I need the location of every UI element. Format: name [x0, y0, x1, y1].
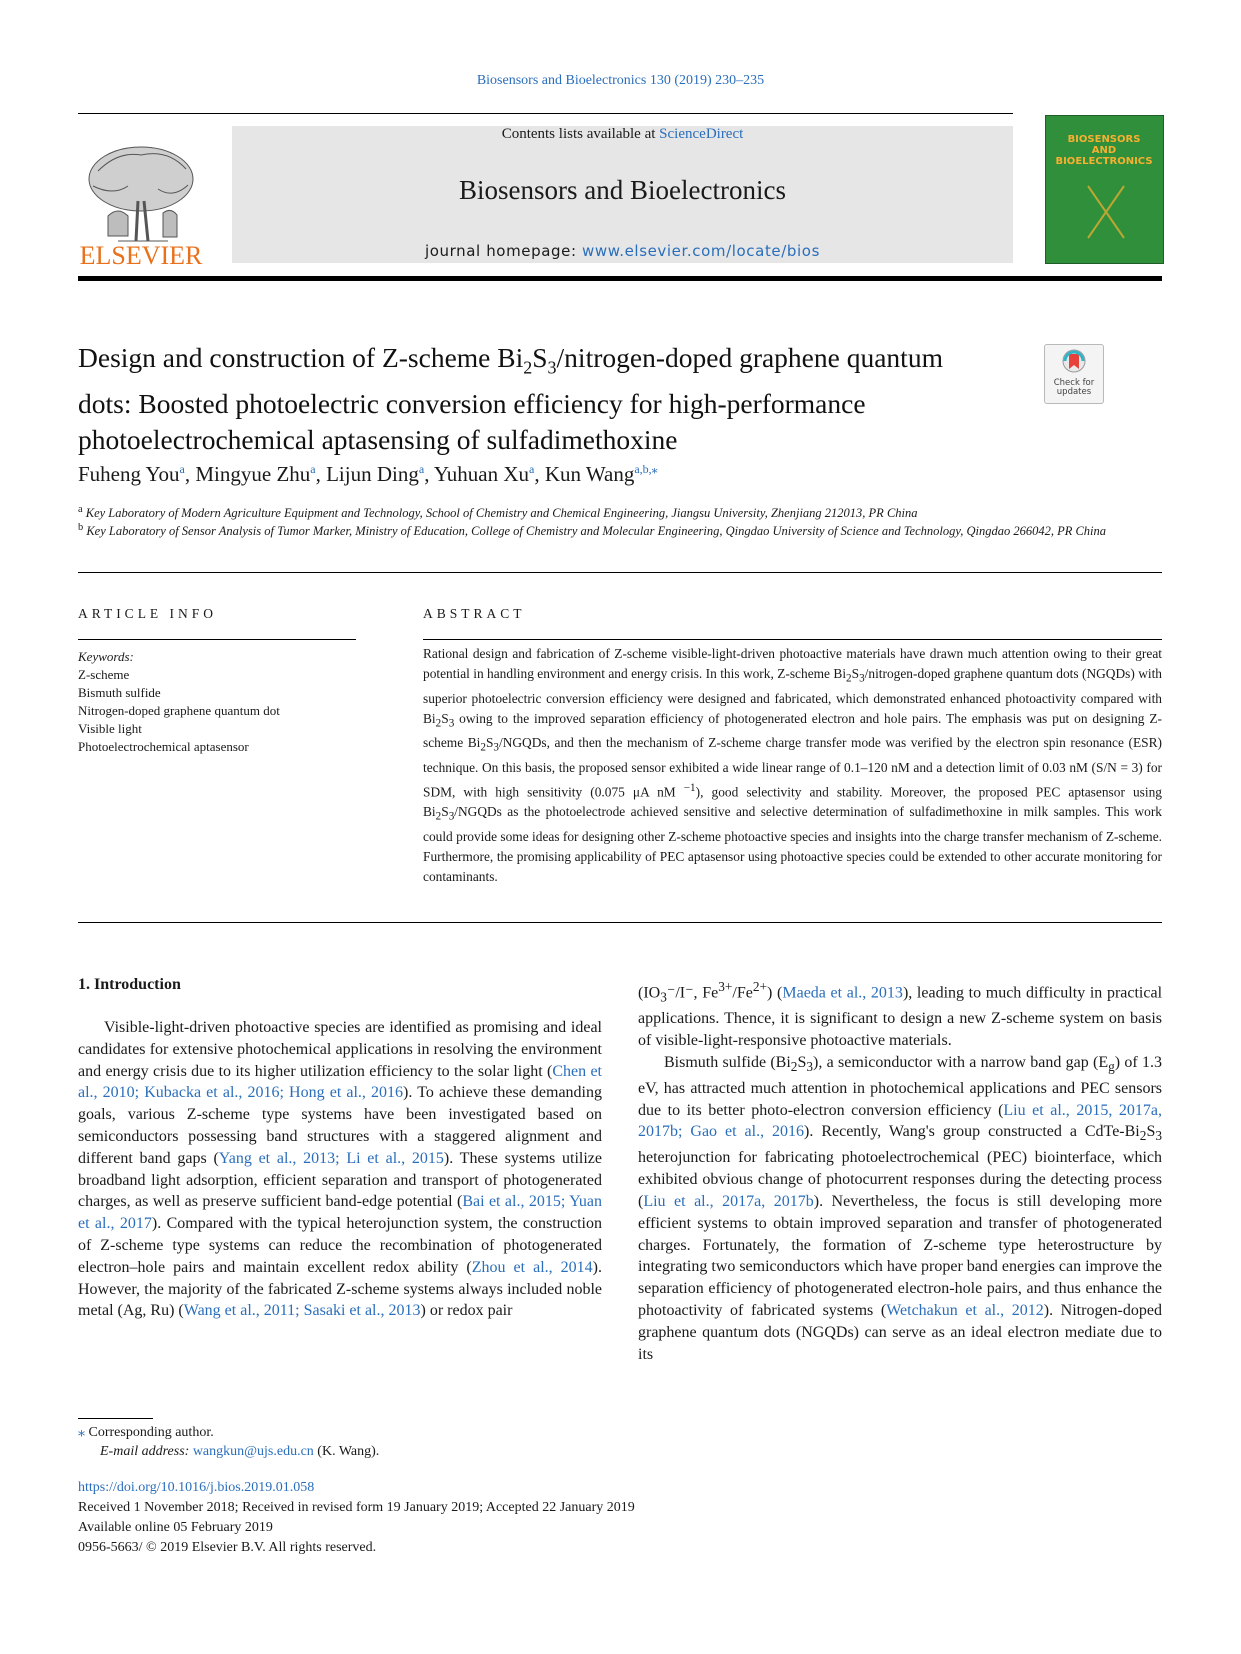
- abstract-rule: [423, 639, 1162, 640]
- author-list: Fuheng You$^a$, Mingyue Zhu$^a$, Lijun Ding$^a$, Yuhuan Xu$^a$, Kun Wang$^{a,b,⁎}$: [78, 462, 658, 486]
- paragraph: Bismuth sulfide $(Bi_2S_3)$, a semiconductor with a narrow band gap $(E_g)$ of 1.3 eV, has attracted much attention in photochemical applications and PEC sensors due to its better photo-electron conversion efficiency (Liu et al., 2015, 2017a, 2017b; Gao et al., 2016). Recently, Wang's group constructed a CdTe-$Bi_2S_3$ heterojunction for fabricating photoelectrochemical (PEC) biointerface, which exhibited obvious change of photocurrent responses during the detecting process (Liu et al., 2017a, 2017b). Nevertheless, the focus is still developing more efficient systems to obtain improved separation and transfer of photogenerated charges. Fortunately, the formation of Z-scheme type heterostructure by integrating two semiconductors which have proper band energies can improve the separation efficiency of photogenerated electron-hole pairs, and thus enhance the photoactivity of fabricated systems (Wetchakun et al., 2012). Nitrogen-doped graphene quantum dots (NGQDs) can serve as an ideal electron mediate due to its: [638, 1053, 1163, 1363]
- cover-title: BIOSENSORS AND BIOELECTRONICS: [1055, 134, 1153, 167]
- homepage-prefix: journal homepage:: [425, 242, 582, 260]
- elsevier-wordmark: ELSEVIER: [79, 241, 203, 270]
- body-column-right: [638, 976, 1162, 1365]
- doi-link[interactable]: https://doi.org/10.1016/j.bios.2019.01.058: [78, 1480, 315, 1495]
- article-info-heading: ARTICLE INFO: [78, 606, 218, 621]
- abstract-heading: ABSTRACT: [423, 606, 526, 621]
- paragraph: ($IO_3^-/I^-$, $Fe^{3+}/Fe^{2+}$) (Maeda et al., 2013), leading to much difficulty in practical applications. Thence, it is significant to design a new Z-scheme system on basis of visible-light-responsive photoactive materials.: [638, 979, 1163, 1050]
- affiliation-b: $^b$ Key Laboratory of Sensor Analysis of Tumor Marker, Ministry of Education, College of Chemistry and Molecular Engineering, Qingdao University of Science and Technology, Qingdao 266042, PR China: [78, 522, 1107, 539]
- corresponding-author-footnote: ⁎ Corresponding author. E-mail address: wangkun@ujs.edu.cn (K. Wang).: [78, 1425, 380, 1459]
- introduction-heading: 1. Introduction: [78, 976, 181, 993]
- email-link[interactable]: wangkun@ujs.edu.cn: [192, 1444, 314, 1459]
- author[interactable]: Kun Wang: [544, 462, 635, 486]
- abstract-text: Rational design and fabrication of Z-scheme visible-light-driven photoactive materials have drawn much attention owing to their great potential in handling environment and energy crisis. In this work, Z-scheme $Bi_2S_3/nitrogen$-doped graphene quantum dots (NGQDs) with superior photoelectric conversion efficiency were designed and fabricated, which demonstrated enhanced photoactivity compared with $Bi_2S_3$ owing to the improved separation efficiency of photogenerated electron and hole pairs. The emphasis was put on designing Z-scheme $Bi_2S_3$/NGQDs, and then the mechanism of Z-scheme charge transfer mode was verified by the electron spin resonance (ESR) technique. On this basis, the proposed sensor exhibited a wide linear range of 0.1–120 nM and a detection limit of 0.03 nM (S/N = 3) for SDM, with high sensitivity (0.075 μA nM $^{-1}$), good selectivity and stability. Moreover, the proposed PEC aptasensor using $Bi_2S_3$/NGQDs as the photoelectrode achieved sensitive and selective determination of sulfadimethoxine in milk samples. This work could provide some ideas for designing other Z-scheme photoactive species and insights into the charge transfer mechanism of Z-scheme. Furthermore, the promising applicability of PEC aptasensor using photoactive species could be extended to other accurate monitoring for contaminants.: [423, 646, 1162, 885]
- cover-graphic: [1086, 184, 1126, 240]
- citation-link[interactable]: Wang et al., 2011; Sasaki et al., 2013: [183, 1302, 421, 1320]
- publication-info: [78, 1478, 635, 1558]
- author[interactable]: Lijun Ding: [326, 462, 419, 486]
- article-title: Design and construction of Z-scheme $Bi_2S_3/nitrogen$-doped graphene quantum dots: Boosted photoelectric conversion efficiency for high-performance photoelectrochemical aptasensing of sulfadimethoxine: [78, 342, 943, 455]
- abstract-bottom-rule: [78, 922, 1162, 923]
- citation-link[interactable]: Wetchakun et al., 2012: [886, 1302, 1044, 1320]
- affiliation-a: $^a$ Key Laboratory of Modern Agriculture Equipment and Technology, School of Chemistry and Chemical Engineering, Jiangsu University, Zhenjiang 212013, PR China: [78, 504, 918, 521]
- keywords-block: [78, 648, 358, 756]
- footnote-rule: [78, 1418, 153, 1419]
- contents-prefix: Contents lists available at: [501, 126, 660, 142]
- bookmark-icon: [1061, 349, 1087, 377]
- homepage-link[interactable]: www.elsevier.com/locate/bios: [582, 242, 820, 260]
- paragraph: Visible-light-driven photoactive species are identified as promising and ideal candidates for extensive photochemical applications in resolving the environment and energy crisis due to its higher utilization efficiency to the solar light (Chen et al., 2010; Kubacka et al., 2016; Hong et al., 2016). To achieve these demanding goals, various Z-scheme type systems have been investigated based on semiconductors possessing band structures with a staggered alignment and different band gaps (Yang et al., 2013; Li et al., 2015). These systems utilize broadband light adsorption, efficient separation and transport of photogenerated charges, as well as preserve sufficient band-edge potential (Bai et al., 2015; Yuan et al., 2017). Compared with the typical heterojunction system, the construction of Z-scheme type systems can reduce the recombination of photogenerated electron–hole pairs and maintain excellent redox ability (Zhou et al., 2014). However, the majority of the fabricated Z-scheme systems always included noble metal (Ag, Ru) (Wang et al., 2011; Sasaki et al., 2013) or redox pair: [78, 1019, 603, 1320]
- copyright: 0956-5663/ © 2019 Elsevier B.V. All rights reserved.: [78, 1540, 377, 1555]
- homepage-line: [232, 242, 1013, 260]
- citation-link[interactable]: Chen et al., 2010; Kubacka et al., 2016; Hong et al., 2016: [78, 1062, 603, 1102]
- author[interactable]: Yuhuan Xu: [433, 462, 529, 486]
- top-rule: [78, 113, 1013, 114]
- sciencedirect-link[interactable]: ScienceDirect: [659, 126, 744, 142]
- citation-link[interactable]: Maeda et al., 2013: [782, 984, 903, 1002]
- author[interactable]: Fuheng You: [78, 462, 180, 486]
- affiliation-rule: [78, 572, 1162, 573]
- header-thick-rule: [78, 276, 1162, 281]
- keyword: Visible light: [78, 721, 142, 736]
- check-for-updates-button[interactable]: [1044, 344, 1104, 404]
- keywords-label: Keywords:: [78, 649, 134, 664]
- contents-line: [232, 126, 1013, 143]
- author[interactable]: Mingyue Zhu: [195, 462, 311, 486]
- citation-link[interactable]: Liu et al., 2015, 2017a, 2017b; Gao et al., 2016: [638, 1101, 1163, 1141]
- keyword: Nitrogen-doped graphene quantum dot: [78, 703, 280, 718]
- journal-cover-thumbnail[interactable]: [1045, 115, 1164, 264]
- citation-link[interactable]: Bai et al., 2015; Yuan et al., 2017: [78, 1193, 602, 1233]
- keyword: Bismuth sulfide: [78, 685, 161, 700]
- keyword: Photoelectrochemical aptasensor: [78, 739, 249, 754]
- citation-link[interactable]: Zhou et al., 2014: [471, 1258, 593, 1276]
- article-info-rule: [78, 639, 356, 640]
- keyword: Z-scheme: [78, 667, 130, 682]
- check-for-updates-label: Check for updates: [1053, 378, 1095, 397]
- citation-link[interactable]: Yang et al., 2013; Li et al., 2015: [218, 1149, 444, 1167]
- received-dates: Received 1 November 2018; Received in revised form 19 January 2019; Accepted 22 January 2019: [78, 1500, 635, 1515]
- available-online: Available online 05 February 2019: [78, 1520, 273, 1535]
- body-column-left: [78, 1017, 602, 1322]
- journal-title: Biosensors and Bioelectronics: [459, 175, 786, 205]
- journal-citation[interactable]: Biosensors and Bioelectronics 130 (2019) 230–235: [476, 73, 765, 88]
- citation-link[interactable]: Liu et al., 2017a, 2017b: [643, 1193, 814, 1211]
